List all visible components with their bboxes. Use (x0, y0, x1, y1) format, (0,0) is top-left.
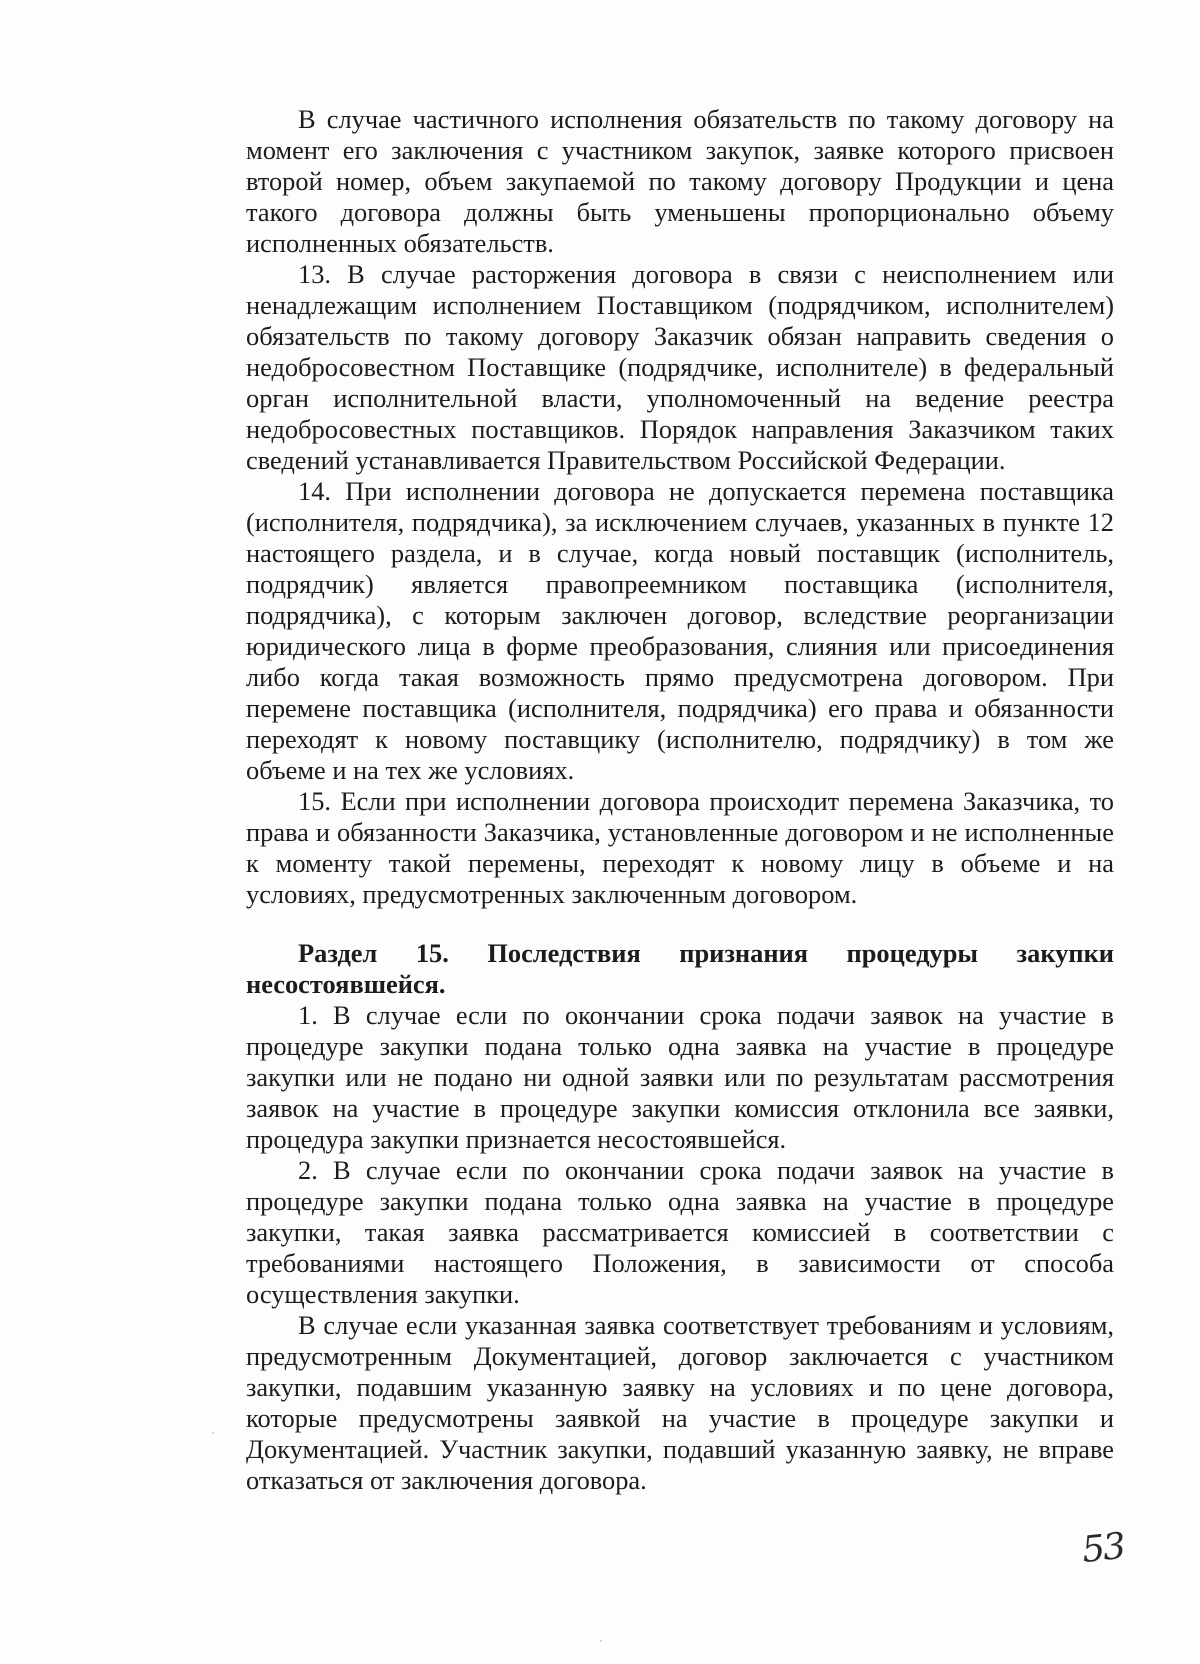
paragraph-partial-execution: В случае частичного исполнения обязательств по такому договору на момент его заключения с участником закупок, заявке которого присвоен второй номер, объем закупаемой по такому договору Продукции и цена такого договора должны быть уменьшены пропорционально объему исполненных обязательств. (246, 104, 1114, 258)
paragraph-item-14: 14. При исполнении договора не допускается перемена поставщика (исполнителя, подрядчика), за исключением случаев, указанных в пункте 12 настоящего раздела, и в случае, когда новый поставщик (исполнитель, подрядчик) является правопреемником поставщика (исполнителя, подрядчика), с которым заключен договор, вследствие реорганизации юридического лица в форме преобразования, слияния или присоединения либо когда такая возможность прямо предусмотрена договором. При перемене поставщика (исполнителя, подрядчика) его права и обязанности переходят к новому поставщику (исполнителю, подрядчику) в том же объеме и на тех же условиях. (246, 476, 1114, 785)
paragraph-item-15: 15. Если при исполнении договора происходит перемена Заказчика, то права и обязанности Заказчика, установленные договором и не исполненные к моменту такой перемены, переходят к новому лицу в объеме и на условиях, предусмотренных заключенным договором. (246, 786, 1114, 909)
handwritten-page-number: 53 (1079, 1525, 1126, 1572)
scan-speck (600, 1640, 602, 1642)
paragraph-item-13: 13. В случае расторжения договора в связи с неисполнением или ненадлежащим исполнением Поставщиком (подрядчиком, исполнителем) обязательств по такому договору Заказчик обязан направить сведения о недобросовестном Поставщике (подрядчике, исполнителе) в федеральный орган исполнительной власти, уполномоченный на ведение реестра недобросовестных поставщиков. Порядок направления Заказчиком таких сведений устанавливается Правительством Российской Федерации. (246, 259, 1114, 475)
scan-speck (212, 1432, 214, 1434)
paragraph-section15-item-1: 1. В случае если по окончании срока подачи заявок на участие в процедуре закупки подана только одна заявка на участие в процедуре закупки или не подано ни одной заявки или по результатам рассмотрения заявок на участие в процедуре закупки комиссия отклонила все заявки, процедура закупки признается несостоявшейся. (246, 1000, 1114, 1154)
paragraph-section15-single-bid: В случае если указанная заявка соответствует требованиям и условиям, предусмотренным Документацией, договор заключается с участником закупки, подавшим указанную заявку на условиях и по цене договора, которые предусмотрены заявкой на участие в процедуре закупки и Документацией. Участник закупки, подавший указанную заявку, не вправе отказаться от заключения договора. (246, 1310, 1114, 1495)
document-body (246, 104, 1114, 1496)
section-heading: Раздел 15. Последствия признания процедуры закупки несостоявшейся. (246, 938, 1114, 999)
paragraph-section15-item-2: 2. В случае если по окончании срока подачи заявок на участие в процедуре закупки подана только одна заявка на участие в процедуре закупки, такая заявка рассматривается комиссией в соответствии с требованиями настоящего Положения, в зависимости от способа осуществления закупки. (246, 1155, 1114, 1309)
